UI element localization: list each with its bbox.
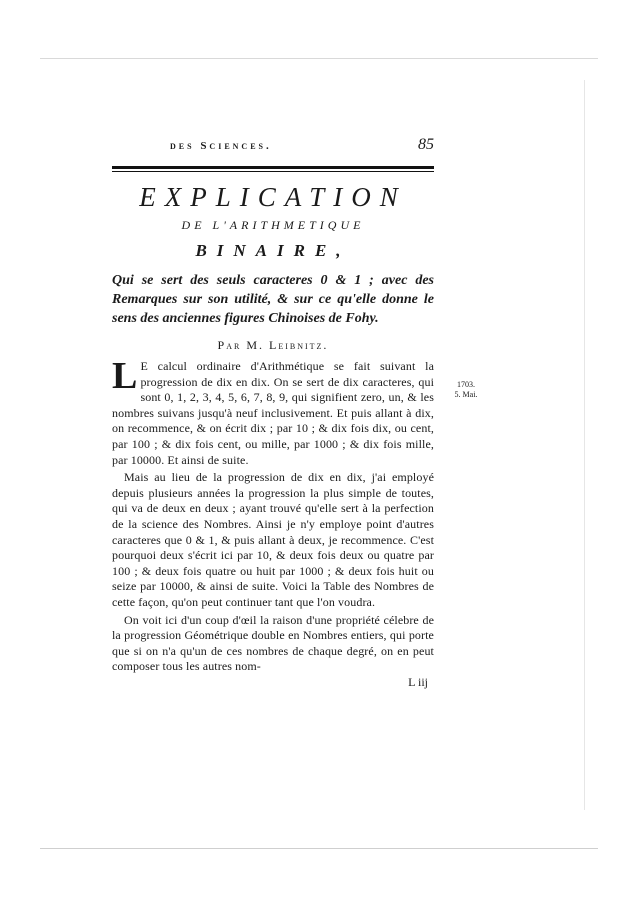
running-head — [112, 138, 434, 158]
drop-cap: L — [112, 355, 138, 397]
running-head-title: des Sciences. — [170, 140, 272, 152]
paragraph-2: Mais au lieu de la progression de dix en dix, j'ai employé depuis plusieurs années la progression la plus simple de toutes, qui va de deux en deux ; ayant trouvé qu'elle sert à la perfection de la science des Nombres. Ainsi je n'y employe point d'autres caracteres que 0 & 1, & puis allant à deux, je recommence. C'est pourquoi deux s'écrit ici par 10, & deux fois deux ou quatre par 100 ; & deux fois quatre ou huit par 1000 ; & deux fois huit ou seize par 10000, & ainsi de suite. Voici la Table des Nombres de cette façon, qu'on peut continuer tant que l'on voudra. — [112, 470, 434, 609]
header-rule-thin — [112, 171, 434, 172]
body-text — [112, 355, 434, 675]
margin-note — [446, 380, 486, 400]
author: Par M. Leibnitz. — [217, 338, 329, 352]
scan-edge-top — [40, 58, 598, 59]
subtitle: Qui se sert des seuls caracteres 0 & 1 ; avec des Remarques sur son utilité, & sur ce qu'elle donne le sens des anciennes figures Chinoises de Fohy. — [112, 273, 434, 326]
paragraph-3: On voit ici d'un coup d'œil la raison d'une propriété célebre de la progression Géométrique double en Nombres entiers, qui porte que si on n'a qu'un de ces nombres de chaque degré, on en peut composer tous les autres nom- — [112, 612, 434, 674]
scan-edge-bottom — [40, 848, 598, 849]
paragraph-1 — [112, 355, 434, 468]
title-main: EXPLICATION — [139, 182, 407, 212]
paragraph-1-text: E calcul ordinaire d'Arithmétique se fait suivant la progression de dix en dix. On se sert de dix caracteres, qui sont 0, 1, 2, 3, 4, 5, 6, 7, 8, 9, qui signifient zero, un, & les nombres suivans jusqu'à neuf inclusivement. Et puis allant à dix, on recommence, & on écrit dix ; par 10 ; & dix fois dix, ou cent, par 100 ; & dix fois cent, ou mille, par 1000 ; & dix fois mille, par 10000. Et ainsi de suite. — [112, 359, 434, 467]
margin-note-date: 5. Mai. — [454, 390, 478, 399]
book-page — [112, 138, 434, 690]
header-rule-thick — [112, 166, 434, 169]
scan-edge-right — [584, 80, 585, 810]
title-line-2: DE L'ARITHMETIQUE — [181, 218, 365, 232]
title-line-3: BINAIRE, — [195, 241, 351, 260]
page-number: 85 — [418, 136, 434, 153]
margin-note-year: 1703. — [457, 380, 475, 389]
signature-mark: L iij — [408, 674, 428, 689]
